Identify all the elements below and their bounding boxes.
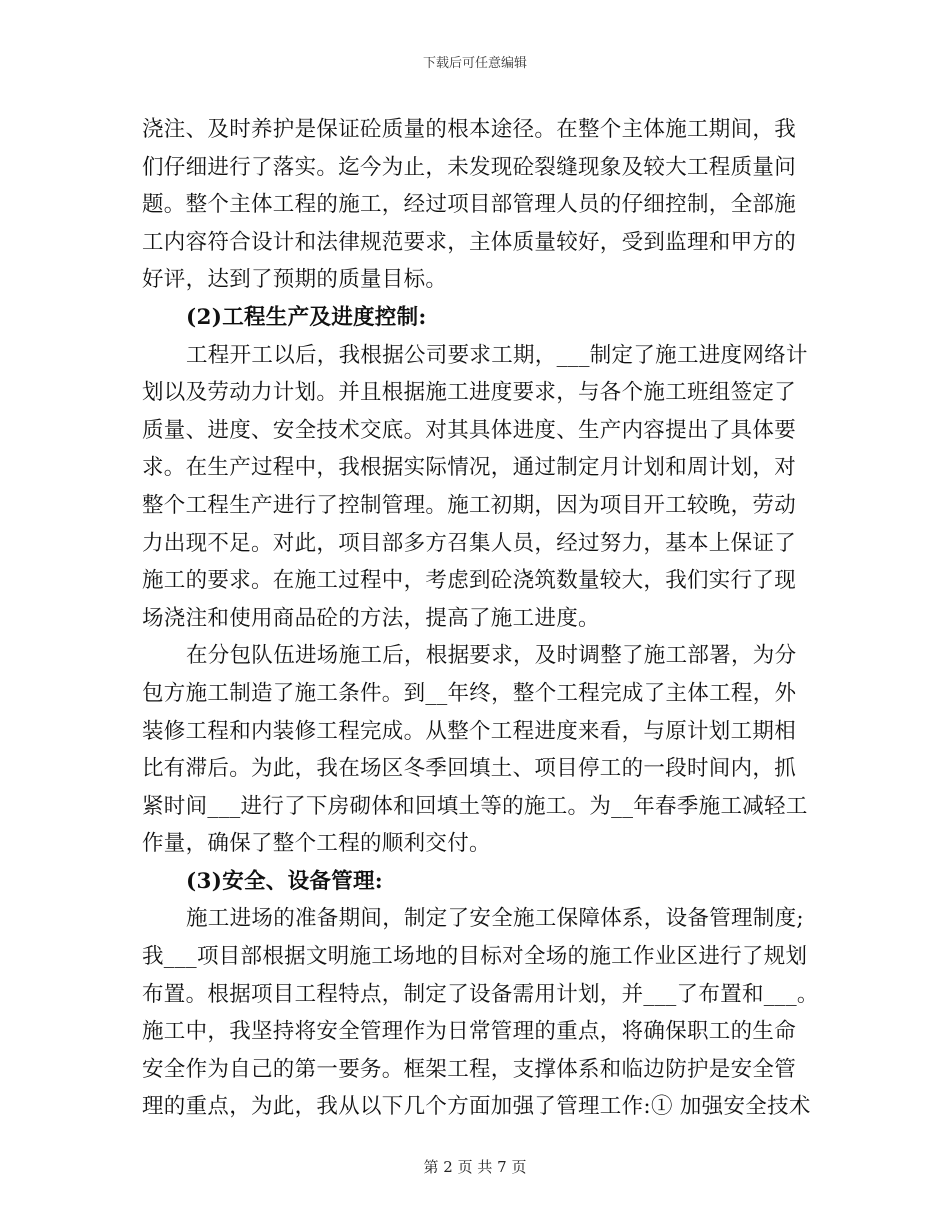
body-line: 作量，确保了整个工程的顺利交付。 [142, 831, 491, 857]
body-line: 题。整个主体工程的施工，经过项目部管理人员的仔细控制，全部施 [142, 192, 797, 218]
body-line: 好评，达到了预期的质量目标。 [142, 267, 448, 293]
body-line: 理的重点，为此，我从以下几个方面加强了管理工作:① 加强安全技术 [142, 1094, 811, 1120]
page-number: 第 2 页 共 7 页 [423, 1158, 527, 1176]
body-line: 紧时间___进行了下房砌体和回填土等的施工。为__年春季施工减轻工 [142, 793, 808, 819]
paragraph-first-line: 工程开工以后，我根据公司要求工期，___制定了施工进度网络计 [186, 342, 808, 368]
body-line: 施工的要求。在施工过程中，考虑到砼浇筑数量较大，我们实行了现 [142, 568, 797, 594]
body-line: 划以及劳动力计划。并且根据施工进度要求，与各个施工班组签定了 [142, 380, 797, 406]
body-line: 我___项目部根据文明施工场地的目标对全场的施工作业区进行了规划 [142, 944, 808, 970]
paragraph-first-line: 施工进场的准备期间，制定了安全施工保障体系，设备管理制度; [186, 906, 804, 932]
body-line: 比有滞后。为此，我在场区冬季回填土、项目停工的一段时间内，抓 [142, 756, 797, 782]
body-line: 施工中，我坚持将安全管理作为日常管理的重点，将确保职工的生命 [142, 1019, 797, 1045]
body-line: 质量、进度、安全技术交底。对其具体进度、生产内容提出了具体要 [142, 417, 797, 443]
body-line: 安全作为自己的第一要务。框架工程，支撑体系和临边防护是安全管 [142, 1056, 797, 1082]
body-line: 装修工程和内装修工程完成。从整个工程进度来看，与原计划工期相 [142, 718, 797, 744]
section-heading: (2)工程生产及进度控制: [186, 304, 427, 330]
body-line: 场浇注和使用商品砼的方法，提高了施工进度。 [142, 605, 600, 631]
body-line: 包方施工制造了施工条件。到__年终，整个工程完成了主体工程，外 [142, 680, 797, 706]
body-line: 们仔细进行了落实。迄今为止，未发现砼裂缝现象及较大工程质量问 [142, 154, 797, 180]
document-body [142, 111, 819, 1126]
section-heading: (3)安全、设备管理: [186, 868, 384, 894]
page-header: 下载后可任意编辑 [422, 56, 527, 71]
body-line: 整个工程生产进行了控制管理。施工初期，因为项目开工较晚，劳动 [142, 492, 797, 518]
body-line: 工内容符合设计和法律规范要求，主体质量较好，受到监理和甲方的 [142, 229, 797, 255]
paragraph-first-line: 在分包队伍进场施工后，根据要求，及时调整了施工部署，为分 [186, 643, 797, 669]
body-line: 求。在生产过程中，我根据实际情况，通过制定月计划和周计划，对 [142, 455, 797, 481]
body-line: 力出现不足。对此，项目部多方召集人员，经过努力，基本上保证了 [142, 530, 797, 556]
body-line: 布置。根据项目工程特点，制定了设备需用计划，并___了布置和___。 [142, 981, 819, 1007]
body-line: 浇注、及时养护是保证砼质量的根本途径。在整个主体施工期间，我 [142, 117, 797, 142]
